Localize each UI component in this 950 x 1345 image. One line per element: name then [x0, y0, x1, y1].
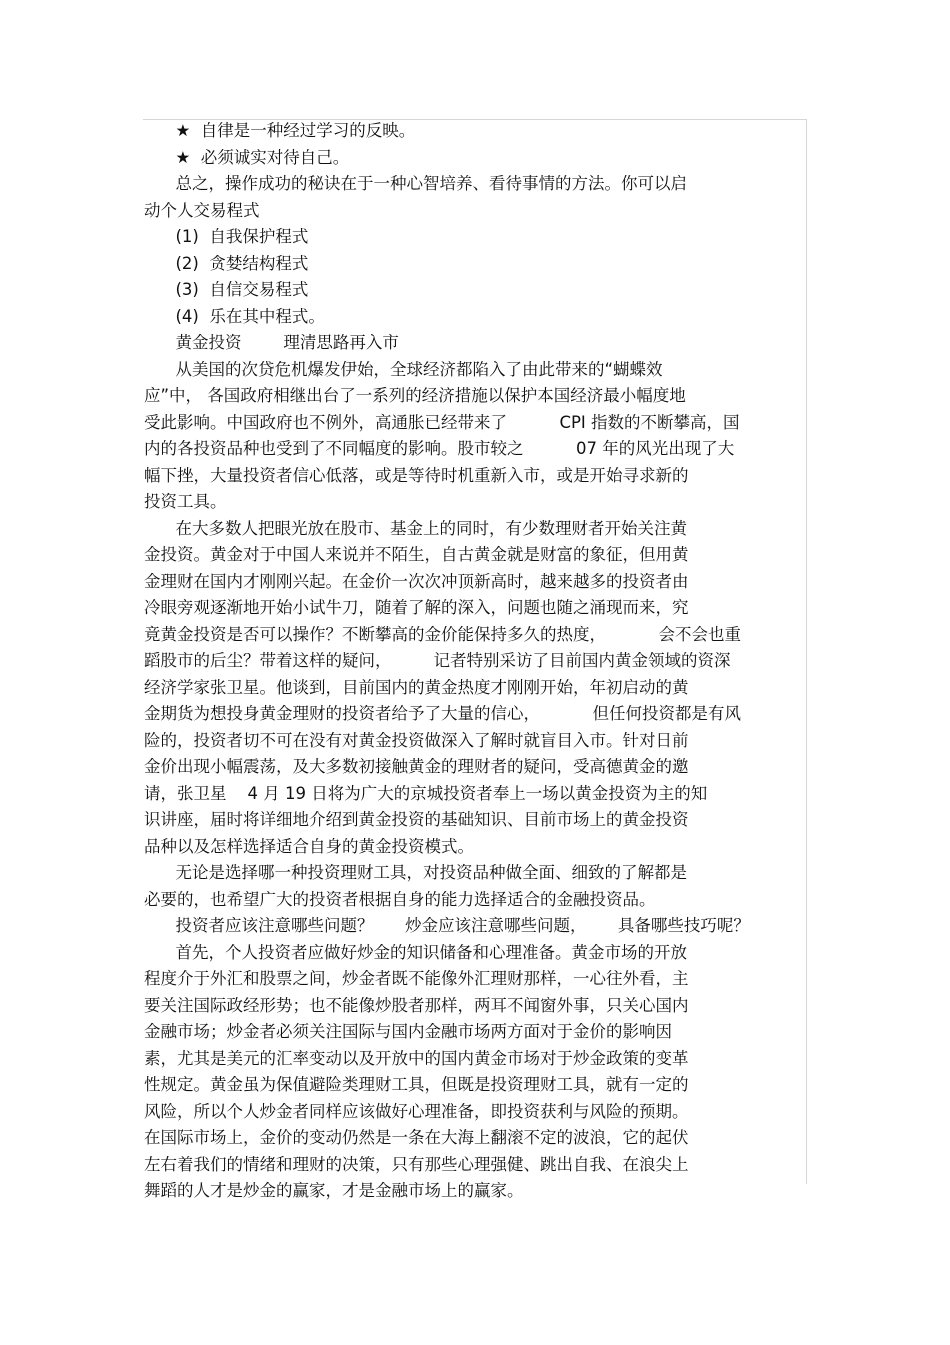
text-line: 要关注国际政经形势；也不能像炒股者那样，两耳不闻窗外事，只关心国内 — [144, 995, 689, 1015]
text-line: 黄金投资 理清思路再入市 — [144, 333, 399, 352]
text-line: (1) 自我保护程式 — [144, 227, 309, 246]
text-line: 金融市场；炒金者必须关注国际与国内金融市场两方面对于金价的影响因 — [144, 1022, 672, 1041]
text-line: 蹈股市的后尘？带着这样的疑问， 记者特别采访了目前国内黄金领域的资深 — [144, 651, 731, 670]
text-line: 金期货为想投身黄金理财的投资者给予了大量的信心， 但任何投资都是有风 — [144, 704, 741, 723]
text-line: 性规定。黄金虽为保值避险类理财工具，但既是投资理财工具，就有一定的 — [144, 1075, 689, 1094]
text-line: 金理财在国内才刚刚兴起。在金价一次次冲顶新高时，越来越多的投资者由 — [144, 571, 689, 591]
text-line: 经济学家张卫星。他谈到，目前国内的黄金热度才刚刚开始，年初启动的黄 — [144, 677, 689, 697]
text-line: 在国际市场上，金价的变动仍然是一条在大海上翻滚不定的波浪，它的起伏 — [144, 1128, 689, 1147]
text-line: 投资工具。 — [144, 492, 227, 511]
text-line: 无论是选择哪一种投资理财工具，对投资品种做全面、细致的了解都是 — [144, 863, 687, 882]
text-line: 程度介于外汇和股票之间，炒金者既不能像外汇理财那样，一心往外看，主 — [144, 969, 689, 988]
text-line: 从美国的次贷危机爆发伊始，全球经济都陷入了由此带来的“蝴蝶效 — [144, 359, 663, 379]
document-body — [144, 118, 804, 1205]
text-line: (3) 自信交易程式 — [144, 280, 309, 299]
text-line: 金投资。黄金对于中国人来说并不陌生，自古黄金就是财富的象征，但用黄 — [144, 545, 689, 564]
text-line: 请，张卫星 4 月 19 日将为广大的京城投资者奉上一场以黄金投资为主的知 — [144, 783, 708, 803]
text-line: (4) 乐在其中程式。 — [144, 306, 325, 326]
text-line: (2) 贪婪结构程式 — [144, 253, 309, 273]
text-line: 幅下挫，大量投资者信心低落，或是等待时机重新入市，或是开始寻求新的 — [144, 465, 689, 485]
text-line: 金价出现小幅震荡，及大多数初接触黄金的理财者的疑问，受高德黄金的邀 — [144, 757, 689, 776]
text-line: 内的各投资品种也受到了不同幅度的影响。股市较之 07 年的风光出现了大 — [144, 439, 735, 458]
text-line: 品种以及怎样选择适合自身的黄金投资模式。 — [144, 836, 474, 856]
text-line: 竟黄金投资是否可以操作？不断攀高的金价能保持多久的热度， 会不会也重 — [144, 624, 741, 644]
text-line: 投资者应该注意哪些问题？ 炒金应该注意哪些问题， 具备哪些技巧呢？ — [144, 916, 750, 935]
text-line: 总之，操作成功的秘诀在于一种心智培养、看待事情的方法。你可以启 — [144, 174, 687, 193]
text-line: 应”中， 各国政府相继出台了一系列的经济措施以保护本国经济最小幅度地 — [144, 386, 686, 405]
text-line: 识讲座，届时将详细地介绍到黄金投资的基础知识、目前市场上的黄金投资 — [144, 810, 689, 829]
text-line: 舞蹈的人才是炒金的赢家，才是金融市场上的赢家。 — [144, 1181, 524, 1200]
text-line: 左右着我们的情绪和理财的决策，只有那些心理强健、跳出自我、在浪尖上 — [144, 1154, 689, 1174]
text-line: 首先，个人投资者应做好炒金的知识储备和心理准备。黄金市场的开放 — [144, 942, 687, 962]
text-line: 险的，投资者切不可在没有对黄金投资做深入了解时就盲目入市。针对日前 — [144, 730, 689, 750]
text-line: 风险，所以个人炒金者同样应该做好心理准备，即投资获利与风险的预期。 — [144, 1101, 689, 1121]
text-line: 必要的，也希望广大的投资者根据自身的能力选择适合的金融投资品。 — [144, 889, 656, 909]
text-line: 素，尤其是美元的汇率变动以及开放中的国内黄金市场对于炒金政策的变革 — [144, 1048, 689, 1068]
text-line: 受此影响。中国政府也不例外，高通胀已经带来了 CPI 指数的不断攀高，国 — [144, 412, 740, 432]
text-line: 在大多数人把眼光放在股市、基金上的同时，有少数理财者开始关注黄 — [144, 518, 687, 538]
text-line: 动个人交易程式 — [144, 200, 260, 220]
text-line: 冷眼旁观逐渐地开始小试牛刀，随着了解的深入，问题也随之涌现而来，究 — [144, 598, 689, 617]
text-line: ★ 自律是一种经过学习的反映。 — [144, 121, 416, 140]
text-line: ★ 必须诚实对待自己。 — [144, 147, 350, 167]
